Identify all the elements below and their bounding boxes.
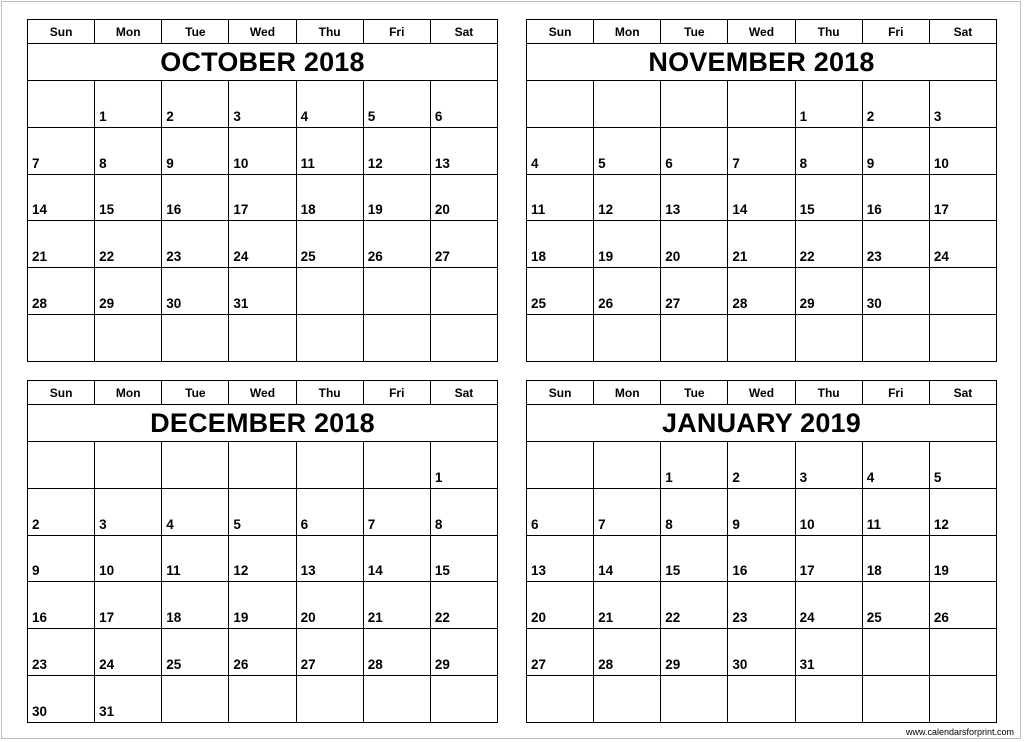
calendar-december-2018	[27, 380, 498, 723]
day-cell	[363, 442, 430, 489]
week-row	[28, 442, 498, 489]
day-cell: 21	[728, 221, 795, 268]
weekday-label: Mon	[594, 381, 661, 405]
day-cell: 8	[795, 127, 862, 174]
day-cell: 29	[795, 268, 862, 315]
month-title: OCTOBER 2018	[28, 44, 498, 81]
day-cell: 14	[28, 174, 95, 221]
day-cell	[795, 675, 862, 722]
weekday-label: Thu	[296, 20, 363, 44]
weekday-label: Thu	[795, 20, 862, 44]
weekday-label: Mon	[95, 381, 162, 405]
weekday-label: Tue	[661, 381, 728, 405]
day-cell: 7	[594, 488, 661, 535]
day-cell: 27	[661, 268, 728, 315]
day-cell: 27	[430, 221, 497, 268]
day-cell: 6	[430, 81, 497, 128]
day-cell: 6	[527, 488, 594, 535]
day-cell: 19	[363, 174, 430, 221]
day-cell: 25	[296, 221, 363, 268]
day-cell	[363, 675, 430, 722]
calendar-january-2019	[526, 380, 997, 723]
day-cell: 9	[28, 535, 95, 582]
day-cell: 20	[430, 174, 497, 221]
day-cell: 21	[28, 221, 95, 268]
day-cell: 26	[929, 582, 996, 629]
weekday-label: Sun	[28, 381, 95, 405]
day-cell: 27	[527, 629, 594, 676]
day-cell: 3	[95, 488, 162, 535]
day-cell: 28	[594, 629, 661, 676]
weekday-label: Wed	[229, 20, 296, 44]
day-cell: 12	[929, 488, 996, 535]
week-row	[28, 582, 498, 629]
day-cell: 30	[162, 268, 229, 315]
day-cell: 5	[363, 81, 430, 128]
day-cell: 11	[862, 488, 929, 535]
day-cell: 13	[661, 174, 728, 221]
day-cell: 24	[929, 221, 996, 268]
day-cell	[527, 442, 594, 489]
day-cell	[430, 314, 497, 361]
day-cell	[229, 442, 296, 489]
day-cell: 22	[795, 221, 862, 268]
day-cell: 12	[363, 127, 430, 174]
day-cell: 15	[430, 535, 497, 582]
day-cell: 3	[229, 81, 296, 128]
weekday-label: Sun	[527, 381, 594, 405]
day-cell: 18	[162, 582, 229, 629]
week-row	[28, 314, 498, 361]
week-row	[527, 314, 997, 361]
day-cell: 29	[661, 629, 728, 676]
day-cell: 29	[95, 268, 162, 315]
day-cell: 21	[363, 582, 430, 629]
day-cell	[661, 675, 728, 722]
weekday-label: Wed	[728, 381, 795, 405]
day-cell: 1	[661, 442, 728, 489]
day-cell: 19	[594, 221, 661, 268]
month-title-row	[28, 44, 498, 81]
day-cell: 18	[862, 535, 929, 582]
day-cell: 23	[728, 582, 795, 629]
day-cell: 21	[594, 582, 661, 629]
day-cell	[162, 675, 229, 722]
day-cell: 8	[95, 127, 162, 174]
day-cell: 14	[728, 174, 795, 221]
weekday-label: Sat	[929, 381, 996, 405]
day-cell: 1	[795, 81, 862, 128]
day-cell: 10	[229, 127, 296, 174]
calendar-november-2018	[526, 19, 997, 362]
day-cell	[594, 675, 661, 722]
day-cell: 3	[795, 442, 862, 489]
day-cell: 22	[661, 582, 728, 629]
day-cell: 1	[430, 442, 497, 489]
calendar-grid	[27, 380, 498, 723]
day-cell: 29	[430, 629, 497, 676]
day-cell: 20	[296, 582, 363, 629]
day-cell: 2	[28, 488, 95, 535]
day-cell: 2	[728, 442, 795, 489]
day-cell: 23	[162, 221, 229, 268]
day-cell: 28	[363, 629, 430, 676]
weekday-label: Wed	[728, 20, 795, 44]
day-cell	[229, 675, 296, 722]
day-cell: 11	[527, 174, 594, 221]
day-cell	[296, 675, 363, 722]
day-cell: 27	[296, 629, 363, 676]
day-cell	[95, 314, 162, 361]
day-cell: 26	[229, 629, 296, 676]
day-cell: 9	[862, 127, 929, 174]
day-cell: 30	[862, 268, 929, 315]
day-cell: 30	[728, 629, 795, 676]
day-cell	[862, 314, 929, 361]
day-cell: 16	[862, 174, 929, 221]
week-row	[527, 535, 997, 582]
day-cell: 26	[594, 268, 661, 315]
day-cell: 4	[296, 81, 363, 128]
day-cell: 24	[795, 582, 862, 629]
day-cell: 13	[527, 535, 594, 582]
weekday-label: Fri	[862, 20, 929, 44]
day-cell	[594, 314, 661, 361]
weekday-label: Tue	[661, 20, 728, 44]
day-cell: 14	[363, 535, 430, 582]
day-cell: 25	[862, 582, 929, 629]
day-cell: 2	[862, 81, 929, 128]
day-cell: 19	[929, 535, 996, 582]
day-cell	[229, 314, 296, 361]
month-title-row	[527, 44, 997, 81]
day-cell	[795, 314, 862, 361]
day-cell	[296, 442, 363, 489]
day-cell: 17	[929, 174, 996, 221]
month-title: JANUARY 2019	[527, 405, 997, 442]
day-cell: 1	[95, 81, 162, 128]
day-cell: 4	[162, 488, 229, 535]
day-cell	[430, 675, 497, 722]
week-row	[28, 535, 498, 582]
day-cell: 3	[929, 81, 996, 128]
day-cell: 31	[795, 629, 862, 676]
day-cell	[728, 675, 795, 722]
week-row	[28, 488, 498, 535]
day-cell	[929, 314, 996, 361]
weekday-label: Mon	[95, 20, 162, 44]
day-cell: 24	[95, 629, 162, 676]
day-cell: 9	[728, 488, 795, 535]
weekday-label: Tue	[162, 20, 229, 44]
weekday-label: Fri	[862, 381, 929, 405]
day-cell	[363, 314, 430, 361]
week-row	[527, 675, 997, 722]
day-cell: 17	[229, 174, 296, 221]
day-cell: 25	[527, 268, 594, 315]
week-row	[28, 268, 498, 315]
site-credit: www.calendarsforprint.com	[905, 727, 1014, 737]
day-cell	[28, 314, 95, 361]
day-cell: 2	[162, 81, 229, 128]
day-cell: 15	[95, 174, 162, 221]
day-cell: 13	[296, 535, 363, 582]
day-cell	[929, 675, 996, 722]
day-cell: 5	[594, 127, 661, 174]
day-cell	[363, 268, 430, 315]
day-cell	[28, 442, 95, 489]
calendar-grid	[27, 19, 498, 362]
day-cell: 16	[728, 535, 795, 582]
day-cell	[162, 442, 229, 489]
day-cell: 13	[430, 127, 497, 174]
calendar-october-2018	[27, 19, 498, 362]
weekday-label: Sun	[28, 20, 95, 44]
day-cell: 12	[594, 174, 661, 221]
weekday-label: Mon	[594, 20, 661, 44]
week-row	[527, 442, 997, 489]
day-cell: 11	[162, 535, 229, 582]
day-cell: 31	[229, 268, 296, 315]
day-cell: 24	[229, 221, 296, 268]
week-row	[28, 629, 498, 676]
day-cell: 19	[229, 582, 296, 629]
day-cell	[296, 268, 363, 315]
day-cell	[95, 442, 162, 489]
day-cell: 25	[162, 629, 229, 676]
month-title-row	[527, 405, 997, 442]
day-cell	[162, 314, 229, 361]
week-row	[28, 221, 498, 268]
weekday-label: Fri	[363, 381, 430, 405]
weekday-label: Thu	[795, 381, 862, 405]
day-cell	[929, 629, 996, 676]
day-cell	[661, 81, 728, 128]
day-cell: 22	[95, 221, 162, 268]
day-cell: 28	[28, 268, 95, 315]
weekday-label: Fri	[363, 20, 430, 44]
day-cell: 14	[594, 535, 661, 582]
week-row	[527, 127, 997, 174]
month-title-row	[28, 405, 498, 442]
weekday-label: Tue	[162, 381, 229, 405]
day-cell	[594, 81, 661, 128]
day-cell: 9	[162, 127, 229, 174]
day-cell: 31	[95, 675, 162, 722]
day-cell: 17	[95, 582, 162, 629]
day-cell: 4	[527, 127, 594, 174]
day-cell: 22	[430, 582, 497, 629]
day-cell: 16	[28, 582, 95, 629]
weekday-label: Sat	[430, 20, 497, 44]
day-cell: 10	[929, 127, 996, 174]
day-cell: 30	[28, 675, 95, 722]
day-cell: 20	[527, 582, 594, 629]
month-title: NOVEMBER 2018	[527, 44, 997, 81]
week-row	[527, 221, 997, 268]
month-title: DECEMBER 2018	[28, 405, 498, 442]
weekday-label: Sat	[430, 381, 497, 405]
week-row	[527, 81, 997, 128]
day-cell: 6	[661, 127, 728, 174]
day-cell	[296, 314, 363, 361]
day-cell: 7	[28, 127, 95, 174]
day-cell	[430, 268, 497, 315]
day-cell	[28, 81, 95, 128]
day-cell	[527, 675, 594, 722]
day-cell	[661, 314, 728, 361]
day-cell: 23	[862, 221, 929, 268]
day-cell: 5	[929, 442, 996, 489]
day-cell: 18	[527, 221, 594, 268]
day-cell: 7	[363, 488, 430, 535]
day-cell	[728, 81, 795, 128]
week-row	[28, 174, 498, 221]
week-row	[527, 268, 997, 315]
day-cell	[527, 81, 594, 128]
day-cell	[594, 442, 661, 489]
day-cell: 6	[296, 488, 363, 535]
day-cell: 17	[795, 535, 862, 582]
day-cell: 26	[363, 221, 430, 268]
day-cell: 15	[661, 535, 728, 582]
week-row	[527, 629, 997, 676]
week-row	[28, 81, 498, 128]
day-cell: 23	[28, 629, 95, 676]
day-cell: 4	[862, 442, 929, 489]
day-cell: 15	[795, 174, 862, 221]
weekday-label: Sat	[929, 20, 996, 44]
day-cell: 7	[728, 127, 795, 174]
weekday-header-row	[527, 20, 997, 44]
weekday-header-row	[28, 381, 498, 405]
day-cell	[527, 314, 594, 361]
day-cell: 12	[229, 535, 296, 582]
weekday-label: Wed	[229, 381, 296, 405]
day-cell	[862, 675, 929, 722]
day-cell	[862, 629, 929, 676]
day-cell	[929, 268, 996, 315]
calendar-grid	[526, 380, 997, 723]
day-cell: 16	[162, 174, 229, 221]
day-cell: 5	[229, 488, 296, 535]
day-cell: 28	[728, 268, 795, 315]
week-row	[527, 488, 997, 535]
day-cell: 11	[296, 127, 363, 174]
day-cell: 20	[661, 221, 728, 268]
day-cell: 8	[661, 488, 728, 535]
weekday-header-row	[527, 381, 997, 405]
weekday-label: Thu	[296, 381, 363, 405]
day-cell	[728, 314, 795, 361]
weekday-header-row	[28, 20, 498, 44]
day-cell: 8	[430, 488, 497, 535]
week-row	[527, 174, 997, 221]
week-row	[28, 675, 498, 722]
day-cell: 10	[95, 535, 162, 582]
day-cell: 10	[795, 488, 862, 535]
week-row	[527, 582, 997, 629]
week-row	[28, 127, 498, 174]
day-cell: 18	[296, 174, 363, 221]
weekday-label: Sun	[527, 20, 594, 44]
calendar-grid	[526, 19, 997, 362]
